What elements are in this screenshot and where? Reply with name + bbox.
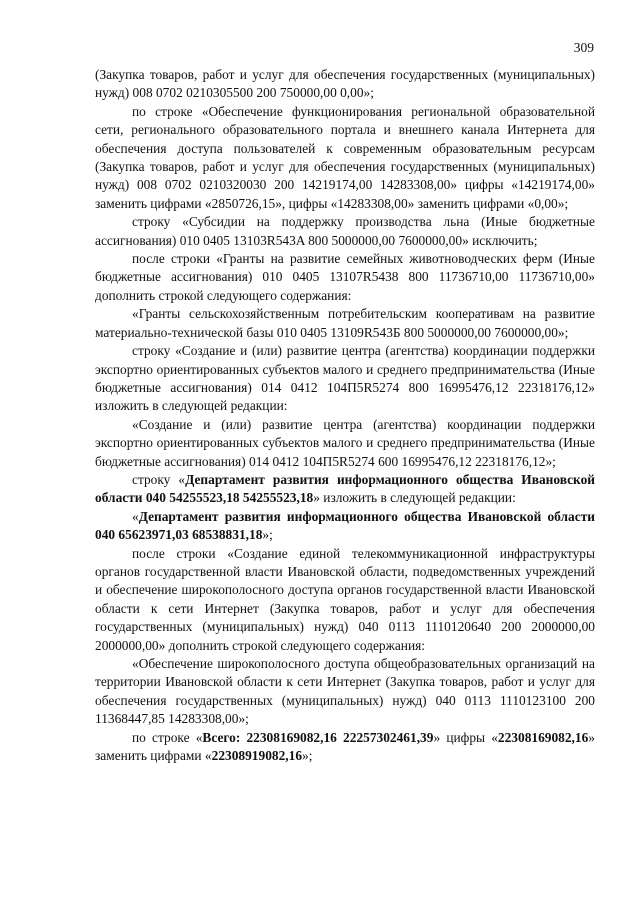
paragraph	[95, 213, 595, 250]
text-run: по строке «Обеспечение функционирования региональной образовательной сети, регионального образовательного портала и внешнего канала Интернета для обеспечения доступа пользователей к современным образовательным ресурсам (Закупка товаров, работ и услуг для обеспечения государственных (муниципальных) нужд) 008 0702 0210320030 200 14219174,00 14283308,00» цифры «14219174,00» заменить цифрами «2850726,15», цифры «14283308,00» заменить цифрами «0,00»;	[95, 103, 595, 211]
bold-text: Всего: 22308169082,16 22257302461,39	[202, 729, 434, 745]
paragraph	[95, 250, 595, 305]
text-run: «	[132, 508, 139, 524]
text-run: (Закупка товаров, работ и услуг для обеспечения государственных (муниципальных) нужд) 008 0702 0210305500 200 750000,00 0,00»;	[95, 67, 595, 101]
text-run: »;	[302, 748, 313, 764]
paragraph	[95, 729, 595, 766]
paragraph	[95, 655, 595, 729]
paragraph	[95, 342, 595, 416]
paragraph	[95, 66, 595, 103]
text-run: «Обеспечение широкополосного доступа общеобразовательных организаций на территории Ивановской области к сети Интернет (Закупка товаров, работ и услуг для обеспечения государственных (муниципальных) нужд) 040 0113 1110123100 200 11368447,85 14283308,00»;	[95, 656, 595, 727]
text-run: строку «Создание и (или) развитие центра (агентства) координации поддержки экспортно ориентированных субъектов малого и среднего предпринимательства (Иные бюджетные ассигнования) 014 0412 104П5R5274 800 16995476,12 22318176,12» изложить в следующей редакции:	[95, 343, 595, 414]
bold-text: Департамент развития информационного общества Ивановской области 040 65623971,03 68538831,18	[95, 508, 595, 543]
text-run: строку «	[132, 471, 186, 487]
paragraph	[95, 508, 595, 545]
document-body	[95, 66, 595, 765]
paragraph	[95, 471, 595, 508]
text-run: по строке «	[132, 729, 203, 745]
paragraph	[95, 416, 595, 471]
text-run: строку «Субсидии на поддержку производства льна (Иные бюджетные ассигнования) 010 0405 13103R543A 800 5000000,00 7600000,00» исключить;	[95, 214, 595, 248]
page-number: 309	[573, 40, 594, 55]
text-run: »;	[262, 527, 273, 543]
bold-text: 22308169082,16	[497, 729, 589, 745]
text-run: «Создание и (или) развитие центра (агентства) координации поддержки экспортно ориентированных субъектов малого и среднего предпринимательства (Иные бюджетные ассигнования) 014 0412 104П5R5274 600 16995476,12 22318176,12»;	[95, 416, 595, 469]
text-run: после строки «Гранты на развитие семейных животноводческих ферм (Иные бюджетные ассигнования) 010 0405 13107R5438 800 11736710,00 11736710,00» дополнить строкой следующего содержания:	[95, 251, 595, 303]
paragraph	[95, 103, 595, 213]
text-run: » заменить цифрами «	[95, 729, 595, 764]
text-run: «Гранты сельскохозяйственным потребительским кооперативам на развитие материально-технической базы 010 0405 13109R543Б 800 5000000,00 7600000,00»;	[95, 306, 595, 340]
bold-text: 22308919082,16	[211, 748, 303, 764]
bold-text: Департамент развития информационного общества Ивановской области 040 54255523,18 54255523,18	[95, 471, 595, 506]
text-run: после строки «Создание единой телекоммуникационной инфраструктуры органов государственной власти Ивановской области, подведомственных учреждений и обеспечение широкополосного доступа органов государственной власти Ивановской области к сети Интернет (Закупка товаров, работ и услуг для обеспечения государственных (муниципальных) нужд) 040 0113 1110120640 200 2000000,00 2000000,00» дополнить строкой следующего содержания:	[95, 545, 595, 653]
text-run: » изложить в следующей редакции:	[313, 490, 516, 506]
text-run: » цифры «	[433, 729, 498, 745]
paragraph	[95, 305, 595, 342]
paragraph	[95, 545, 595, 655]
